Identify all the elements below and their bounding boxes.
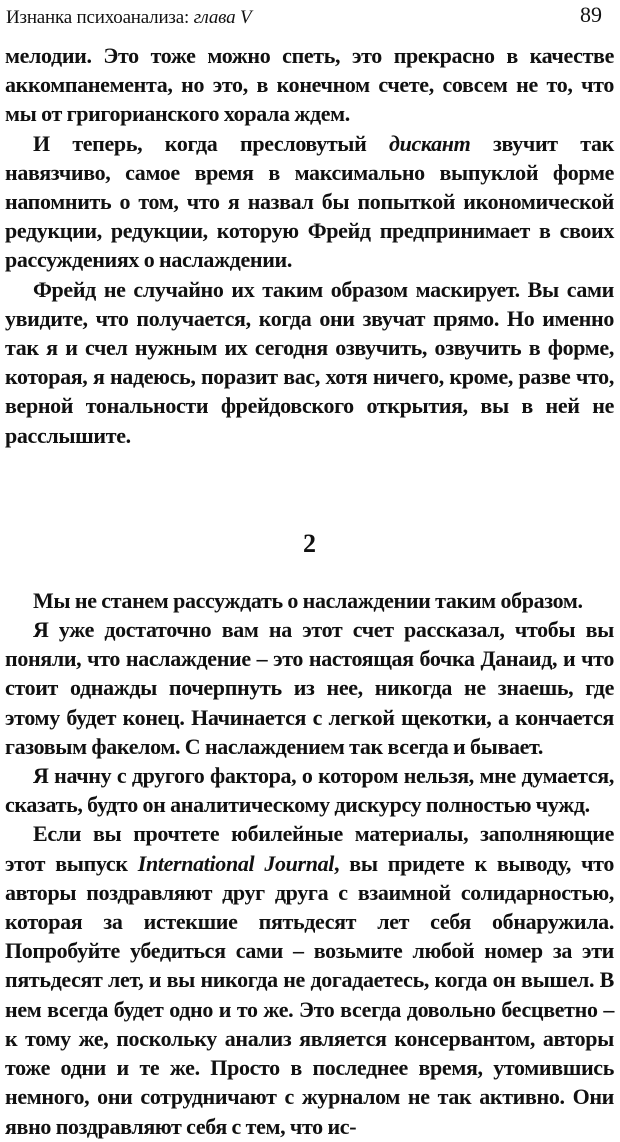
paragraph-text: Если вы прочтете юбилейные материалы, заполняющие этот выпуск: [5, 821, 614, 876]
running-head-title: [6, 3, 251, 33]
section-number: 2: [303, 528, 316, 558]
paragraph: Я уже достаточно вам на этот счет рассказал, чтобы вы поняли, что наслаждение – это настоящая бочка Данаид, и что стоит однажды почерпнуть из нее, никогда не знаешь, где этому будет конец. Начинается с легкой щекотки, а кончается газовым факелом. С наслаждением так всегда и бывает.: [5, 617, 614, 759]
page-number: 89: [580, 2, 602, 27]
text-block-before-section: [5, 41, 614, 450]
paragraph: Я начну с другого фактора, о котором нельзя, мне думается, сказать, будто он аналитическому дискурсу полностью чужд.: [5, 763, 614, 818]
paragraph-text: , вы придете к выводу, что авторы поздравляют друг друга с взаимной солидарностью, которая за истекшие пятьдесят лет себя обнаружила. Попробуйте убедиться сами – возьмите любой номер за эти пятьдесят лет, и вы никогда не догадаетесь, когда он вышел. В нем всегда будет одно и то же. Это всегда довольно бесцветно – к тому же, поскольку анализ является консервантом, авторы тоже одни и те же. Просто в последнее время, утомившись немного, они сотрудничают с журналом не так активно. Они явно поздравляют себя с тем, что ис-: [5, 850, 614, 1139]
running-head: [5, 0, 614, 41]
paragraph: [5, 129, 614, 275]
paragraph: мелодии. Это тоже можно спеть, это прекрасно в качестве аккомпанемента, но это, в конечном счете, совсем не то, что мы от григорианского хорала ждем.: [5, 43, 614, 127]
running-head-title-italic: глава V: [193, 7, 252, 28]
paragraph: [5, 819, 614, 1140]
paragraph: Мы не станем рассуждать о наслаждении таким образом.: [33, 587, 583, 613]
paragraph-italic-title: International Journal: [137, 850, 335, 876]
paragraph-text: звучит так навязчиво, самое время в максимально выпуклой форме напомнить о том, что я назвал бы попыткой икономической редукции, редукции, которую Фрейд предпринимает в своих рассуждениях о наслаждении.: [5, 130, 614, 273]
text-block-after-section: [5, 586, 614, 1141]
paragraph: Фрейд не случайно их таким образом маскирует. Вы сами увидите, что получается, когда они звучат прямо. Но именно так я и счел нужным их сегодня озвучить, озвучить в форме, которая, я надеюсь, поразит вас, хотя ничего, кроме, разве что, верной тональности фрейдовского открытия, вы в ней не расслышите.: [5, 276, 614, 448]
paragraph-italic-term: дискант: [389, 130, 471, 156]
paragraph-text: И теперь, когда пресловутый: [33, 130, 390, 156]
running-head-title-roman: Изнанка психоанализа:: [6, 7, 194, 28]
